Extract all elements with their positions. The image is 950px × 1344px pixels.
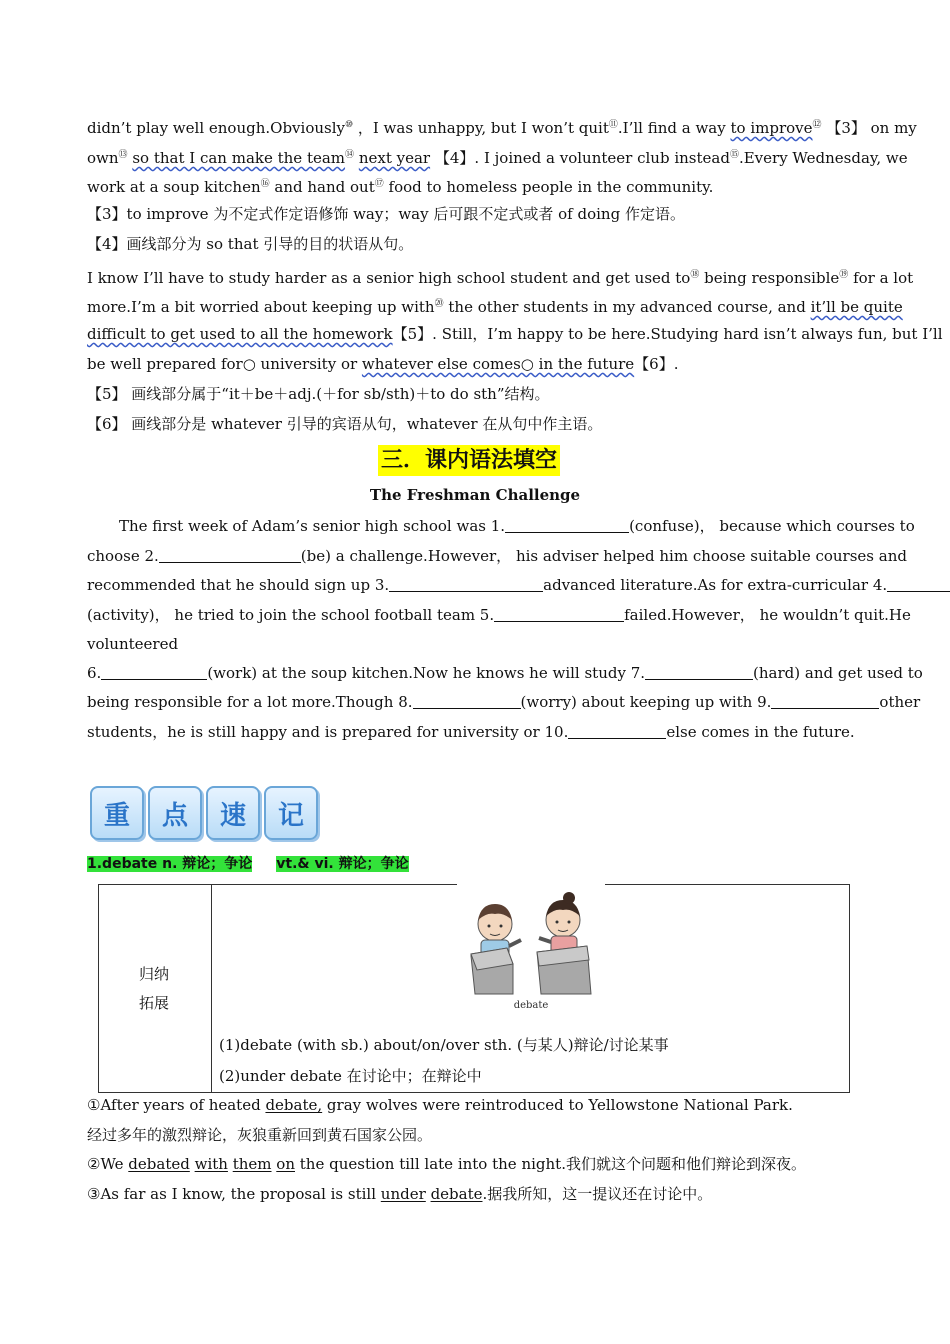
debate-illustration	[457, 884, 605, 1022]
example-1-translation: 经过多年的激烈辩论，灰狼重新回到黄石国家公园。	[87, 1126, 433, 1144]
exercise-title: The Freshman Challenge	[369, 486, 581, 504]
passage-line-1: didn’t play well enough.Obviously⑩ ，I was unhappy, but I won’t quit⑪.I’ll find a way to improve⑫ 【3】 on my	[87, 119, 917, 137]
note-5: 【5】 画线部分属于“it＋be＋adj.(＋for sb/sth)＋to do sth”结构。	[87, 385, 550, 403]
exercise-line-8: students，he is still happy and is prepared for university or 10. else comes in the future.	[87, 723, 855, 741]
exercise-line-2: choose 2. (be) a challenge.However， his adviser helped him choose suitable courses and	[87, 547, 907, 565]
vocab-heading: 1.debate n. 辩论；争论 vt.& vi. 辩论；争论	[87, 856, 409, 872]
passage-line-6: difficult to get used to all the homework【5】. Still，I’m happy to be here.Studying hard isn’t always fun, but I’ll	[87, 325, 943, 343]
table-row-1: (1)debate (with sb.) about/on/over sth. (与某人)辩论/讨论某事	[219, 1036, 669, 1054]
note-4: 【4】画线部分为 so that 引导的目的状语从句。	[87, 235, 414, 253]
blank-2[interactable]	[159, 548, 301, 563]
badge-dian: 点	[148, 786, 202, 840]
section-title: 三．课内语法填空	[378, 445, 560, 476]
label-tuozhan: 拓展	[139, 994, 170, 1012]
exercise-line-7: being responsible for a lot more.Though 8. (worry) about keeping up with 9. other	[87, 693, 921, 711]
table-row-2: (2)under debate 在讨论中；在辩论中	[219, 1067, 482, 1085]
exercise-line-6: 6. (work) at the soup kitchen.Now he knows he will study 7. (hard) and get used to	[87, 664, 923, 682]
blank-3[interactable]	[389, 577, 543, 592]
badge-zhong: 重	[90, 786, 144, 840]
note-6: 【6】 画线部分是 whatever 引导的宾语从句，whatever 在从句中作主语。	[87, 415, 603, 433]
passage-line-5: more.I’m a bit worried about keeping up with⑳ the other students in my advanced course, and it’ll be quite	[87, 298, 903, 316]
badge-ji: 记	[264, 786, 318, 840]
blank-1[interactable]	[505, 518, 629, 533]
example-1: ①After years of heated debate, gray wolves were reintroduced to Yellowstone National Park.	[87, 1096, 793, 1114]
blank-7[interactable]	[645, 665, 753, 680]
blank-9[interactable]	[771, 694, 879, 709]
exercise-line-3: recommended that he should sign up 3. advanced literature.As for extra-curricular 4.	[87, 575, 865, 595]
blank-4[interactable]	[887, 577, 950, 592]
passage-line-2: own⑬ so that I can make the team⑭ next year 【4】. I joined a volunteer club instead⑮.Every Wednesday, we	[87, 149, 908, 167]
note-3: 【3】to improve 为不定式作定语修饰 way；way 后可跟不定式或者 of doing 作定语。	[87, 205, 685, 223]
example-2: ②We debated with them on the question till late into the night.我们就这个问题和他们辩论到深夜。	[87, 1155, 806, 1173]
passage-line-4: I know I’ll have to study harder as a senior high school student and get used to⑱ being responsible⑲ for a lot	[87, 269, 914, 287]
passage-line-7: be well prepared for○ university or whatever else comes○ in the future【6】.	[87, 355, 679, 373]
exercise-line-1: The first week of Adam’s senior high school was 1. (confuse)， because which courses to	[119, 517, 915, 535]
blank-6[interactable]	[101, 665, 207, 680]
passage-line-3: work at a soup kitchen⑯ and hand out⑰ food to homeless people in the community.	[87, 178, 714, 196]
blank-8[interactable]	[413, 694, 521, 709]
exercise-line-4: (activity)， he tried to join the school football team 5. failed.However， he wouldn’t quit.He	[87, 606, 911, 624]
blank-5[interactable]	[494, 607, 624, 622]
table-left-cell	[99, 885, 212, 1092]
exercise-line-5: volunteered	[87, 635, 179, 653]
pic-caption: debate	[513, 1000, 549, 1011]
label-guina: 归纳	[139, 965, 170, 983]
badge-su: 速	[206, 786, 260, 840]
blank-10[interactable]	[568, 724, 666, 739]
example-3: ③As far as I know, the proposal is still under debate.据我所知，这一提议还在讨论中。	[87, 1185, 713, 1203]
